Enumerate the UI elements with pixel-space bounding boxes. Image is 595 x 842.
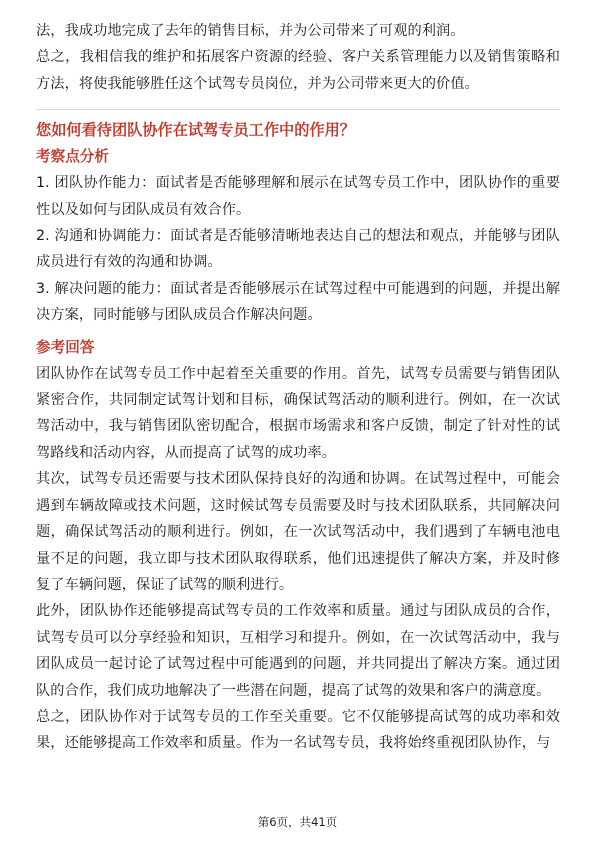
answer-paragraph: 团队协作在试驾专员工作中起着至关重要的作用。首先，试驾专员需要与销售团队紧密合作，共同制定试驾计划和目标，确保试驾活动的顺利进行。例如，在一次试驾活动中，我与销售团队密切配合，根据市场需求和客户反馈，制定了针对性的试驾路线和活动内容，从而提高了试驾的成功率。 [36,365,560,461]
analysis-item: 3. 解决问题的能力：面试者是否能够展示在试驾过程中可能遇到的问题，并提出解决方案，同时能够与团队成员合作解决问题。 [36,280,560,324]
question-heading: 您如何看待团队协作在试驾专员工作中的作用？ [36,121,355,140]
intro-paragraph: 总之，我相信我的维护和拓展客户资源的经验、客户关系管理能力以及销售策略和方法，将使我能够胜任这个试驾专员岗位，并为公司带来更大的价值。 [36,49,560,92]
intro-paragraph: 法，我成功地完成了去年的销售目标，并为公司带来了可观的利润。 [36,23,465,39]
analysis-title: 考察点分析 [36,148,109,166]
answer-paragraph: 其次，试驾专员还需要与技术团队保持良好的沟通和协调。在试驾过程中，可能会遇到车辆故障或技术问题，这时候试驾专员需要及时与技术团队联系，共同解决问题，确保试驾活动的顺利进行。例如，在一次试驾活动中，我们遇到了车辆电池电量不足的问题，我立即与技术团队取得联系，他们迅速提供了解决方案，并及时修复了车辆问题，保证了试驾的顺利进行。 [36,471,560,593]
analysis-item: 1. 团队协作能力：面试者是否能够理解和展示在试驾专员工作中，团队协作的重要性以及如何与团队成员有效合作。 [36,175,560,218]
analysis-item: 2. 沟通和协调能力：面试者是否能够清晰地表达自己的想法和观点，并能够与团队成员进行有效的沟通和协调。 [36,228,560,271]
section-divider [36,109,560,110]
page-number: 第6页，共41页 [257,815,338,829]
answer-paragraph: 此外，团队协作还能够提高试驾专员的工作效率和质量。通过与团队成员的合作，试驾专员可以分享经验和知识，互相学习和提升。例如，在一次试驾活动中，我与团队成员一起讨论了试驾过程中可能遇到的问题，并共同提出了解决方案。通过团队的合作，我们成功地解决了一些潜在问题，提高了试驾的效果和客户的满意度。 [36,603,560,699]
page-content [36,18,560,757]
answer-paragraph: 总之，团队协作对于试驾专员的工作至关重要。它不仅能够提高试驾的成功率和效果，还能够提高工作效率和质量。作为一名试驾专员，我将始终重视团队协作，与 [36,708,560,752]
answer-title: 参考回答 [36,338,95,356]
